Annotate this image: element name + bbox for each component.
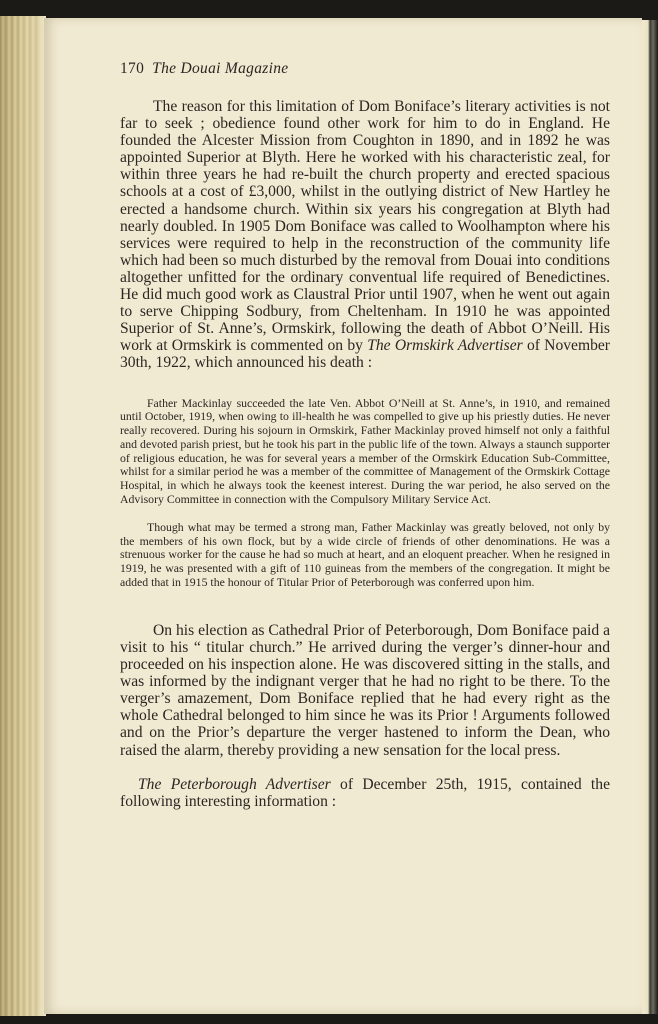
body-paragraph-3: [120, 776, 610, 810]
newspaper-title: The Ormskirk Advertiser: [367, 337, 523, 355]
block-quote-2: Though what may be termed a strong man, Father Mackinlay was greatly beloved, not only by the members of his own flock, but by a wide circle of friends of other denominations. He was a strenuous worker for the cause he had so much at heart, and an eloquent preacher. When he resigned in 1919, he was presented with a gift of 110 guineas from the members of the congregation. It might be added that in 1915 the honour of Titular Prior of Peterborough was conferred upon him.: [120, 519, 610, 590]
page-content: [120, 60, 610, 810]
page-number: 170: [120, 60, 145, 77]
body-paragraph-1: [120, 98, 610, 372]
paragraph-text: The reason for this limitation of Dom Boniface’s literary activities is not far to seek ; obedience found other work for him to do in England. He founded the Alcester Mission from Coughton in 1890, and in 1892 he was appointed Superior at Blyth. Here he worked with his characteristic zeal, for within three years he had re-built the church property and erected spacious schools at a cost of £3,000, whilst in the outlying district of New Hartley he erected a handsome church. Within six years his congregation at Blyth had nearly doubled. In 1905 Dom Boniface was called to Woolhampton where his services were required to help in the reconstruction of the community life which had been so much disturbed by the removal from Douai into conditions altogether unfitted for the ordinary conventual life required of Benedictines. He did much good work as Claustral Prior until 1907, when he went out again to serve Chipping Sodbury, from Cheltenham. In 1910 he was appointed Superior of St. Anne’s, Ormskirk, following the death of Abbot O’Neill. His work at Ormskirk is commented on by: [120, 98, 610, 355]
page-edge: [642, 20, 658, 1014]
book-binding: [0, 16, 46, 1016]
paragraph-text: of December 25th, 1915, contained the following interesting information :: [120, 775, 610, 810]
running-header: [120, 60, 610, 84]
running-title: The Douai Magazine: [152, 60, 289, 77]
block-quote-1: Father Mackinlay succeeded the late Ven. Abbot O’Neill at St. Anne’s, in 1910, and remained until October, 1919, when owing to ill-health he was compelled to give up his priestly duties. He never really recovered. During his sojourn in Ormskirk, Father Mackinlay proved himself not only a faithful and devoted parish priest, but he took his part in the public life of the town. Always a staunch supporter of religious education, he was for several years a member of the Ormskirk Education Sub-Committee, whilst for a similar period he was a member of the committee of Management of the Ormskirk Cottage Hospital, in which he always took the keenest interest. During the war period, he also served on the Advisory Committee in connection with the Compulsory Military Service Act.: [120, 395, 610, 507]
paragraph-text: of November 30th, 1922, which announced his death :: [120, 337, 611, 372]
body-paragraph-2: On his election as Cathedral Prior of Peterborough, Dom Boniface paid a visit to his “ titular church.” He arrived during the verger’s dinner-hour and proceeded on his inspection alone. He was discovered sitting in the stalls, and was informed by the indignant verger that he had no right to be there. To the verger’s amazement, Dom Boniface replied that he had every right as the whole Cathedral belonged to him since he was its Prior ! Arguments followed and on the Prior’s departure the verger hastened to inform the Dean, who raised the alarm, thereby providing a new sensation for the local press.: [120, 621, 610, 759]
newspaper-title: The Peterborough Advertiser: [138, 775, 331, 793]
